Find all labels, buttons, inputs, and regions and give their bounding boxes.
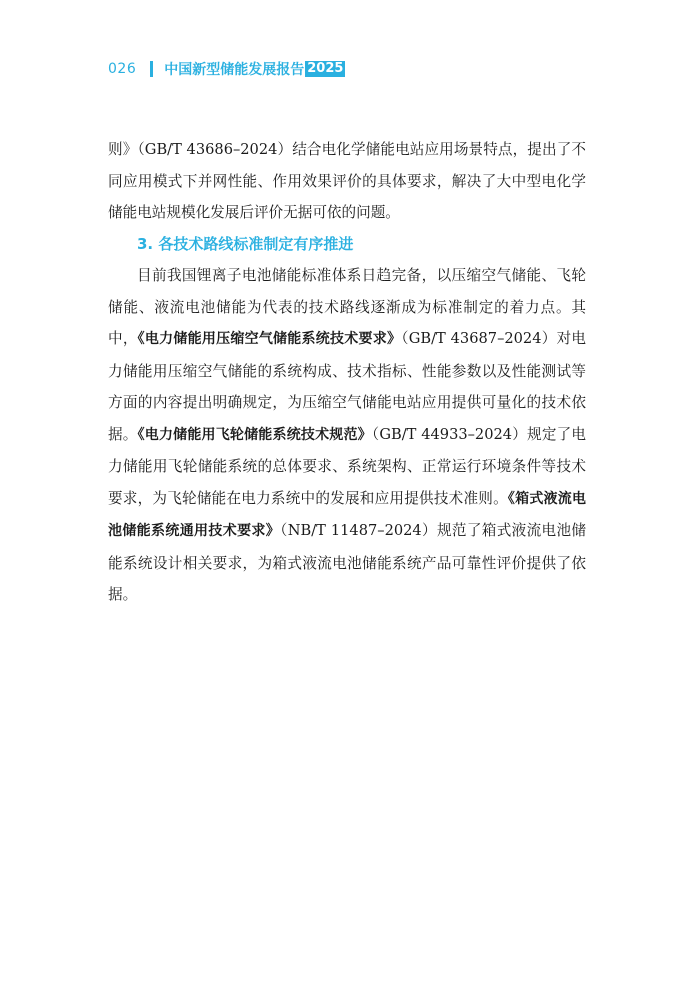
page-header — [108, 58, 345, 80]
section-heading: 3. 各技术路线标准制定有序推进 — [137, 234, 354, 253]
paragraph-text-1: 目前我国锂离子电池储能标准体系日趋完备，以压缩空气储能、飞轮储能、液流电池储能为代表的技术路线逐渐成为标准制定的着力点。其中， — [108, 267, 586, 347]
paragraph-continued: 则》（GB/T 43686–2024）结合电化学储能电站应用场景特点，提出了不同应用模式下并网性能、作用效果评价的具体要求，解决了大中型电化学储能电站规模化发展后评价无据可依的问题。 — [108, 141, 586, 221]
paragraph-text-4: （NB/T 11487–2024）规范了箱式液流电池储能系统设计相关要求，为箱式液流电池储能系统产品可靠性评价提供了依据。 — [108, 522, 586, 603]
standard-title-compressed-air: 《电力储能用压缩空气储能系统技术要求》 — [137, 331, 402, 347]
page-body — [108, 134, 586, 611]
year-badge: 2025 — [307, 61, 344, 76]
report-title: 中国新型储能发展报告 — [164, 62, 305, 78]
paragraph-standards — [108, 260, 586, 611]
page-number: 026 — [108, 61, 137, 77]
standard-title-flywheel: 《电力储能用飞轮储能系统技术规范》 — [137, 426, 372, 443]
paragraph-text-2: （GB/T 43687–2024）对电力储能用压缩空气储能的系统构成、技术指标、性能参数以及性能测试等方面的内容提出明确规定，为压缩空气储能电站应用提供可量化的技术依据。 — [108, 330, 587, 443]
paragraph-text-3: （GB/T 44933–2024）规定了电力储能用飞轮储能系统的总体要求、系统架构、正常运行环境条件等技术要求，为飞轮储能在电力系统中的发展和应用提供技术准则。 — [108, 425, 587, 507]
standard-title-flow-battery: 《箱式液流电池储能系统通用技术要求》 — [108, 490, 586, 539]
header-separator — [150, 61, 153, 77]
